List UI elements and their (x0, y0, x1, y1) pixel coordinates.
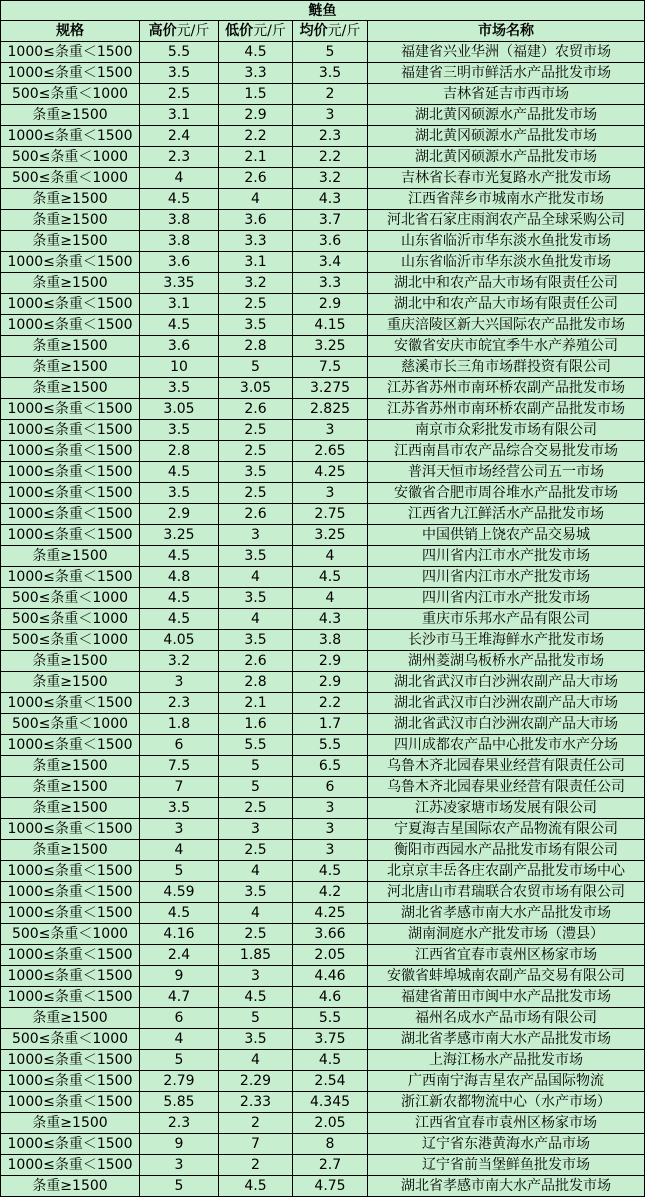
market-name-cell: 福建省兴业华洲（福建）农贸市场 (368, 42, 645, 63)
header-low-price (219, 21, 293, 42)
avg-price-cell: 3 (293, 105, 368, 126)
avg-price-cell: 6.5 (293, 756, 368, 777)
high-price-cell: 3.5 (140, 420, 219, 441)
spec-cell: 条重≥1500 (0, 756, 140, 777)
avg-price-cell: 4.25 (293, 462, 368, 483)
spec-cell: 1000≤条重＜1500 (0, 126, 140, 147)
market-name-cell: 乌鲁木齐北园春果业经营有限责任公司 (368, 756, 645, 777)
high-price-cell: 4 (140, 840, 219, 861)
low-price-cell: 3.3 (219, 231, 293, 252)
spec-cell: 1000≤条重＜1500 (0, 987, 140, 1008)
market-name-cell: 湖北省孝感市南大水产品批发市场 (368, 1176, 645, 1197)
market-name-cell: 重庆市乐邦水产品有限公司 (368, 609, 645, 630)
market-name-cell: 江西省萍乡市城南水产批发市场 (368, 189, 645, 210)
low-price-cell: 2.6 (219, 651, 293, 672)
high-price-cell: 3 (140, 672, 219, 693)
avg-price-cell: 4 (293, 588, 368, 609)
high-price-cell: 3.25 (140, 525, 219, 546)
low-price-cell: 4 (219, 903, 293, 924)
high-price-cell: 4.5 (140, 315, 219, 336)
spec-cell: 500≤条重＜1000 (0, 630, 140, 651)
high-price-cell: 2.3 (140, 693, 219, 714)
avg-price-cell: 4.5 (293, 567, 368, 588)
high-price-cell: 2.8 (140, 441, 219, 462)
avg-price-cell: 3 (293, 819, 368, 840)
low-price-cell: 3.5 (219, 630, 293, 651)
low-price-cell: 5 (219, 777, 293, 798)
market-name-cell: 四川省内江市水产批发市场 (368, 588, 645, 609)
market-name-cell: 湖北省孝感市南大水产品批发市场 (368, 903, 645, 924)
high-price-cell: 4.5 (140, 462, 219, 483)
high-price-cell: 9 (140, 1134, 219, 1155)
market-name-cell: 吉林省长春市光复路水产批发市场 (368, 168, 645, 189)
high-price-cell: 6 (140, 1008, 219, 1029)
avg-price-cell: 2.65 (293, 441, 368, 462)
market-name-cell: 衡阳市西园水产品批发市场有限公司 (368, 840, 645, 861)
spec-cell: 1000≤条重＜1500 (0, 462, 140, 483)
high-price-cell: 4 (140, 168, 219, 189)
market-name-cell: 吉林省延吉市西市场 (368, 84, 645, 105)
avg-price-cell: 3.4 (293, 252, 368, 273)
avg-price-cell: 6 (293, 777, 368, 798)
market-name-cell: 湖南洞庭水产批发市场（澧县） (368, 924, 645, 945)
high-price-cell: 4.05 (140, 630, 219, 651)
high-price-cell: 3.1 (140, 294, 219, 315)
header-spec (0, 21, 140, 42)
avg-price-cell: 2.54 (293, 1071, 368, 1092)
market-name-cell: 南京市众彩批发市场有限公司 (368, 420, 645, 441)
market-name-cell: 江西省九江鲜活水产品批发市场 (368, 504, 645, 525)
avg-price-cell: 3 (293, 798, 368, 819)
avg-price-cell: 3 (293, 840, 368, 861)
low-price-cell: 3.5 (219, 462, 293, 483)
high-price-cell: 4.5 (140, 903, 219, 924)
market-name-cell: 山东省临沂市华东淡水鱼批发市场 (368, 252, 645, 273)
market-name-cell: 山东省临沂市华东淡水鱼批发市场 (368, 231, 645, 252)
high-price-cell: 3.05 (140, 399, 219, 420)
avg-price-cell: 3 (293, 420, 368, 441)
high-price-cell: 3 (140, 1155, 219, 1176)
low-price-cell: 3.5 (219, 882, 293, 903)
spec-cell: 500≤条重＜1000 (0, 609, 140, 630)
market-name-cell: 乌鲁木齐北园春果业经营有限责任公司 (368, 777, 645, 798)
market-name-cell: 四川省内江市水产批发市场 (368, 567, 645, 588)
high-price-cell: 3.35 (140, 273, 219, 294)
high-price-cell: 5.85 (140, 1092, 219, 1113)
market-name-cell: 安徽省安庆市皖宜季牛水产养殖公司 (368, 336, 645, 357)
low-price-cell: 5 (219, 357, 293, 378)
spec-cell: 500≤条重＜1000 (0, 84, 140, 105)
high-price-cell: 3.5 (140, 798, 219, 819)
spec-cell: 条重≥1500 (0, 210, 140, 231)
spec-cell: 500≤条重＜1000 (0, 168, 140, 189)
market-name-cell: 宁夏海吉星国际农产品物流有限公司 (368, 819, 645, 840)
market-name-cell: 广西南宁海吉星农产品国际物流 (368, 1071, 645, 1092)
avg-price-cell: 2.05 (293, 1113, 368, 1134)
low-price-cell: 4 (219, 189, 293, 210)
avg-price-cell: 4.75 (293, 1176, 368, 1197)
avg-price-cell: 3.3 (293, 273, 368, 294)
avg-price-cell: 4.46 (293, 966, 368, 987)
avg-price-cell: 1.7 (293, 714, 368, 735)
spec-cell: 500≤条重＜1000 (0, 924, 140, 945)
high-price-cell: 2.5 (140, 84, 219, 105)
market-name-cell: 河北唐山市君瑞联合农贸市场有限公司 (368, 882, 645, 903)
avg-price-cell: 4 (293, 546, 368, 567)
avg-price-cell: 4.25 (293, 903, 368, 924)
header-spec-label: 规格 (56, 23, 84, 39)
low-price-cell: 4 (219, 567, 293, 588)
header-market-label: 市场名称 (478, 23, 534, 39)
low-price-cell: 3 (219, 525, 293, 546)
spec-cell: 1000≤条重＜1500 (0, 1071, 140, 1092)
high-price-cell: 3.6 (140, 336, 219, 357)
low-price-cell: 2.33 (219, 1092, 293, 1113)
spec-cell: 条重≥1500 (0, 651, 140, 672)
spec-cell: 1000≤条重＜1500 (0, 861, 140, 882)
low-price-cell: 2.1 (219, 147, 293, 168)
high-price-cell: 9 (140, 966, 219, 987)
spec-cell: 1000≤条重＜1500 (0, 483, 140, 504)
high-price-cell: 3.6 (140, 252, 219, 273)
high-price-cell: 4.5 (140, 609, 219, 630)
low-price-cell: 3.05 (219, 378, 293, 399)
spec-cell: 1000≤条重＜1500 (0, 42, 140, 63)
market-name-cell: 慈溪市长三角市场群投资有限公司 (368, 357, 645, 378)
spec-cell: 1000≤条重＜1500 (0, 1092, 140, 1113)
avg-price-cell: 4.5 (293, 861, 368, 882)
high-price-cell: 4 (140, 1029, 219, 1050)
high-price-cell: 7.5 (140, 756, 219, 777)
spec-cell: 条重≥1500 (0, 105, 140, 126)
high-price-cell: 4.16 (140, 924, 219, 945)
market-name-cell: 重庆涪陵区新大兴国际农产品批发市场 (368, 315, 645, 336)
high-price-cell: 4.8 (140, 567, 219, 588)
spec-cell: 1000≤条重＜1500 (0, 1134, 140, 1155)
market-name-cell: 湖北中和农产品大市场有限责任公司 (368, 294, 645, 315)
avg-price-cell: 3.7 (293, 210, 368, 231)
spec-cell: 1000≤条重＜1500 (0, 882, 140, 903)
market-name-cell: 长沙市马王堆海鲜水产批发市场 (368, 630, 645, 651)
low-price-cell: 2.6 (219, 399, 293, 420)
low-price-cell: 2.5 (219, 483, 293, 504)
header-high-price (140, 21, 219, 42)
market-name-cell: 江西省宜春市袁州区杨家市场 (368, 1113, 645, 1134)
high-price-cell: 5 (140, 1050, 219, 1071)
low-price-cell: 2.5 (219, 924, 293, 945)
high-price-cell: 3.5 (140, 483, 219, 504)
market-name-cell: 江西省宜春市袁州区杨家市场 (368, 945, 645, 966)
header-high-unit: 元/斤 (176, 23, 210, 39)
spec-cell: 1000≤条重＜1500 (0, 693, 140, 714)
market-name-cell: 湖北中和农产品大市场有限责任公司 (368, 273, 645, 294)
header-avg-label: 均价 (299, 23, 328, 39)
header-low-label: 低价 (225, 23, 254, 39)
avg-price-cell: 3.5 (293, 63, 368, 84)
spec-cell: 1000≤条重＜1500 (0, 903, 140, 924)
low-price-cell: 7 (219, 1134, 293, 1155)
avg-price-cell: 3.66 (293, 924, 368, 945)
avg-price-cell: 2.7 (293, 1155, 368, 1176)
high-price-cell: 3.8 (140, 210, 219, 231)
market-name-cell: 四川省内江市水产批发市场 (368, 546, 645, 567)
header-high-label: 高价 (148, 23, 177, 39)
avg-price-cell: 2.825 (293, 399, 368, 420)
spec-cell: 条重≥1500 (0, 336, 140, 357)
spec-cell: 1000≤条重＜1500 (0, 504, 140, 525)
high-price-cell: 4.5 (140, 546, 219, 567)
spec-cell: 条重≥1500 (0, 1176, 140, 1197)
spec-cell: 条重≥1500 (0, 357, 140, 378)
low-price-cell: 3 (219, 819, 293, 840)
table-title: 鲢鱼 (0, 0, 645, 21)
market-name-cell: 河北省石家庄雨润农产品全球采购公司 (368, 210, 645, 231)
market-name-cell: 安徽省合肥市周谷堆水产品批发市场 (368, 483, 645, 504)
market-name-cell: 湖北省孝感市南大水产品批发市场 (368, 1029, 645, 1050)
market-name-cell: 江苏省苏州市南环桥农副产品批发市场 (368, 399, 645, 420)
spec-cell: 1000≤条重＜1500 (0, 567, 140, 588)
low-price-cell: 4 (219, 861, 293, 882)
high-price-cell: 7 (140, 777, 219, 798)
avg-price-cell: 3.2 (293, 168, 368, 189)
spec-cell: 条重≥1500 (0, 777, 140, 798)
low-price-cell: 2.29 (219, 1071, 293, 1092)
low-price-cell: 4.5 (219, 42, 293, 63)
spec-cell: 条重≥1500 (0, 672, 140, 693)
header-market (368, 21, 645, 42)
low-price-cell: 3.2 (219, 273, 293, 294)
spec-cell: 条重≥1500 (0, 1008, 140, 1029)
low-price-cell: 1.5 (219, 84, 293, 105)
market-name-cell: 浙江新农都物流中心（水产市场） (368, 1092, 645, 1113)
high-price-cell: 2.4 (140, 126, 219, 147)
avg-price-cell: 2.2 (293, 147, 368, 168)
low-price-cell: 2.5 (219, 798, 293, 819)
low-price-cell: 5 (219, 756, 293, 777)
avg-price-cell: 3.25 (293, 336, 368, 357)
low-price-cell: 3.5 (219, 588, 293, 609)
spec-cell: 1000≤条重＜1500 (0, 966, 140, 987)
spec-cell: 条重≥1500 (0, 378, 140, 399)
low-price-cell: 2.1 (219, 693, 293, 714)
high-price-cell: 6 (140, 735, 219, 756)
spec-cell: 条重≥1500 (0, 798, 140, 819)
avg-price-cell: 3.75 (293, 1029, 368, 1050)
market-name-cell: 湖北黄冈硕源水产品批发市场 (368, 105, 645, 126)
spec-cell: 500≤条重＜1000 (0, 147, 140, 168)
high-price-cell: 2.9 (140, 504, 219, 525)
low-price-cell: 2.5 (219, 420, 293, 441)
market-name-cell: 江苏省苏州市南环桥农副产品批发市场 (368, 378, 645, 399)
spec-cell: 条重≥1500 (0, 189, 140, 210)
low-price-cell: 3.6 (219, 210, 293, 231)
market-name-cell: 四川成都农产品中心批发市水产分场 (368, 735, 645, 756)
low-price-cell: 5 (219, 1008, 293, 1029)
low-price-cell: 3.1 (219, 252, 293, 273)
avg-price-cell: 2 (293, 84, 368, 105)
avg-price-cell: 5 (293, 42, 368, 63)
low-price-cell: 4 (219, 1050, 293, 1071)
spec-cell: 条重≥1500 (0, 231, 140, 252)
market-name-cell: 上海江杨水产品批发市场 (368, 1050, 645, 1071)
low-price-cell: 3.5 (219, 1029, 293, 1050)
market-name-cell: 福州名成水产品市场有限公司 (368, 1008, 645, 1029)
spec-cell: 1000≤条重＜1500 (0, 315, 140, 336)
spec-cell: 1000≤条重＜1500 (0, 525, 140, 546)
high-price-cell: 5.5 (140, 42, 219, 63)
market-name-cell: 安徽省蚌埠城南农副产品交易有限公司 (368, 966, 645, 987)
high-price-cell: 3 (140, 819, 219, 840)
market-name-cell: 辽宁省东港黄海水产品市场 (368, 1134, 645, 1155)
low-price-cell: 5.5 (219, 735, 293, 756)
market-name-cell: 中国供销上饶农产品交易城 (368, 525, 645, 546)
avg-price-cell: 2.3 (293, 126, 368, 147)
avg-price-cell: 4.3 (293, 609, 368, 630)
high-price-cell: 4.59 (140, 882, 219, 903)
header-avg-unit: 元/斤 (327, 23, 361, 39)
low-price-cell: 2.5 (219, 840, 293, 861)
market-name-cell: 辽宁省前当堡鲜鱼批发市场 (368, 1155, 645, 1176)
market-name-cell: 湖州菱湖乌板桥水产品批发市场 (368, 651, 645, 672)
market-name-cell: 湖北省武汉市白沙洲农副产品大市场 (368, 714, 645, 735)
avg-price-cell: 3.8 (293, 630, 368, 651)
low-price-cell: 2.5 (219, 294, 293, 315)
market-name-cell: 江苏凌家塘市场发展有限公司 (368, 798, 645, 819)
market-name-cell: 普洱天恒市场经营公司五一市场 (368, 462, 645, 483)
avg-price-cell: 4.15 (293, 315, 368, 336)
high-price-cell: 2.3 (140, 1113, 219, 1134)
low-price-cell: 1.85 (219, 945, 293, 966)
market-name-cell: 湖北省武汉市白沙洲农副产品大市场 (368, 693, 645, 714)
low-price-cell: 3.5 (219, 315, 293, 336)
low-price-cell: 2.6 (219, 168, 293, 189)
spec-cell: 条重≥1500 (0, 546, 140, 567)
spec-cell: 1000≤条重＜1500 (0, 441, 140, 462)
avg-price-cell: 3 (293, 483, 368, 504)
high-price-cell: 3.1 (140, 105, 219, 126)
spec-cell: 1000≤条重＜1500 (0, 819, 140, 840)
high-price-cell: 3.8 (140, 231, 219, 252)
market-name-cell: 湖北黄冈硕源水产品批发市场 (368, 147, 645, 168)
market-name-cell: 湖北黄冈硕源水产品批发市场 (368, 126, 645, 147)
high-price-cell: 4.5 (140, 189, 219, 210)
market-name-cell: 江西南昌市农产品综合交易批发市场 (368, 441, 645, 462)
low-price-cell: 3 (219, 966, 293, 987)
avg-price-cell: 2.05 (293, 945, 368, 966)
low-price-cell: 1.6 (219, 714, 293, 735)
low-price-cell: 2 (219, 1155, 293, 1176)
low-price-cell: 2.5 (219, 441, 293, 462)
avg-price-cell: 4.6 (293, 987, 368, 1008)
low-price-cell: 2.2 (219, 126, 293, 147)
spec-cell: 1000≤条重＜1500 (0, 735, 140, 756)
avg-price-cell: 2.2 (293, 693, 368, 714)
avg-price-cell: 4.3 (293, 189, 368, 210)
low-price-cell: 4.5 (219, 987, 293, 1008)
market-name-cell: 湖北省武汉市白沙洲农副产品大市场 (368, 672, 645, 693)
spec-cell: 500≤条重＜1000 (0, 1029, 140, 1050)
avg-price-cell: 4.5 (293, 1050, 368, 1071)
spec-cell: 500≤条重＜1000 (0, 588, 140, 609)
low-price-cell: 2.9 (219, 105, 293, 126)
spec-cell: 1000≤条重＜1500 (0, 420, 140, 441)
avg-price-cell: 4.345 (293, 1092, 368, 1113)
avg-price-cell: 4.2 (293, 882, 368, 903)
spec-cell: 1000≤条重＜1500 (0, 1050, 140, 1071)
low-price-cell: 2.6 (219, 504, 293, 525)
low-price-cell: 3.5 (219, 546, 293, 567)
market-name-cell: 北京京丰岳各庄农副产品批发市场中心 (368, 861, 645, 882)
avg-price-cell: 2.9 (293, 672, 368, 693)
avg-price-cell: 3.6 (293, 231, 368, 252)
high-price-cell: 2.79 (140, 1071, 219, 1092)
avg-price-cell: 2.9 (293, 294, 368, 315)
spec-cell: 条重≥1500 (0, 840, 140, 861)
market-name-cell: 福建省莆田市闽中水产品批发市场 (368, 987, 645, 1008)
avg-price-cell: 5.5 (293, 1008, 368, 1029)
spec-cell: 1000≤条重＜1500 (0, 945, 140, 966)
avg-price-cell: 8 (293, 1134, 368, 1155)
low-price-cell: 4.5 (219, 1176, 293, 1197)
avg-price-cell: 2.75 (293, 504, 368, 525)
spec-cell: 条重≥1500 (0, 273, 140, 294)
low-price-cell: 3.3 (219, 63, 293, 84)
header-low-unit: 元/斤 (253, 23, 286, 39)
spec-cell: 500≤条重＜1000 (0, 714, 140, 735)
high-price-cell: 3.5 (140, 63, 219, 84)
high-price-cell: 2.3 (140, 147, 219, 168)
high-price-cell: 4.5 (140, 588, 219, 609)
market-name-cell: 福建省三明市鲜活水产品批发市场 (368, 63, 645, 84)
spec-cell: 1000≤条重＜1500 (0, 63, 140, 84)
low-price-cell: 2.8 (219, 336, 293, 357)
spec-cell: 1000≤条重＜1500 (0, 252, 140, 273)
high-price-cell: 5 (140, 1176, 219, 1197)
avg-price-cell: 3.25 (293, 525, 368, 546)
spec-cell: 1000≤条重＜1500 (0, 1155, 140, 1176)
high-price-cell: 1.8 (140, 714, 219, 735)
avg-price-cell: 3.275 (293, 378, 368, 399)
avg-price-cell: 7.5 (293, 357, 368, 378)
high-price-cell: 3.5 (140, 378, 219, 399)
high-price-cell: 5 (140, 861, 219, 882)
low-price-cell: 2 (219, 1113, 293, 1134)
avg-price-cell: 5.5 (293, 735, 368, 756)
spec-cell: 1000≤条重＜1500 (0, 399, 140, 420)
header-avg-price (293, 21, 368, 42)
low-price-cell: 2.8 (219, 672, 293, 693)
high-price-cell: 2.4 (140, 945, 219, 966)
high-price-cell: 4.7 (140, 987, 219, 1008)
high-price-cell: 3.2 (140, 651, 219, 672)
spec-cell: 条重≥1500 (0, 1113, 140, 1134)
spec-cell: 1000≤条重＜1500 (0, 294, 140, 315)
high-price-cell: 10 (140, 357, 219, 378)
avg-price-cell: 2.9 (293, 651, 368, 672)
low-price-cell: 4 (219, 609, 293, 630)
